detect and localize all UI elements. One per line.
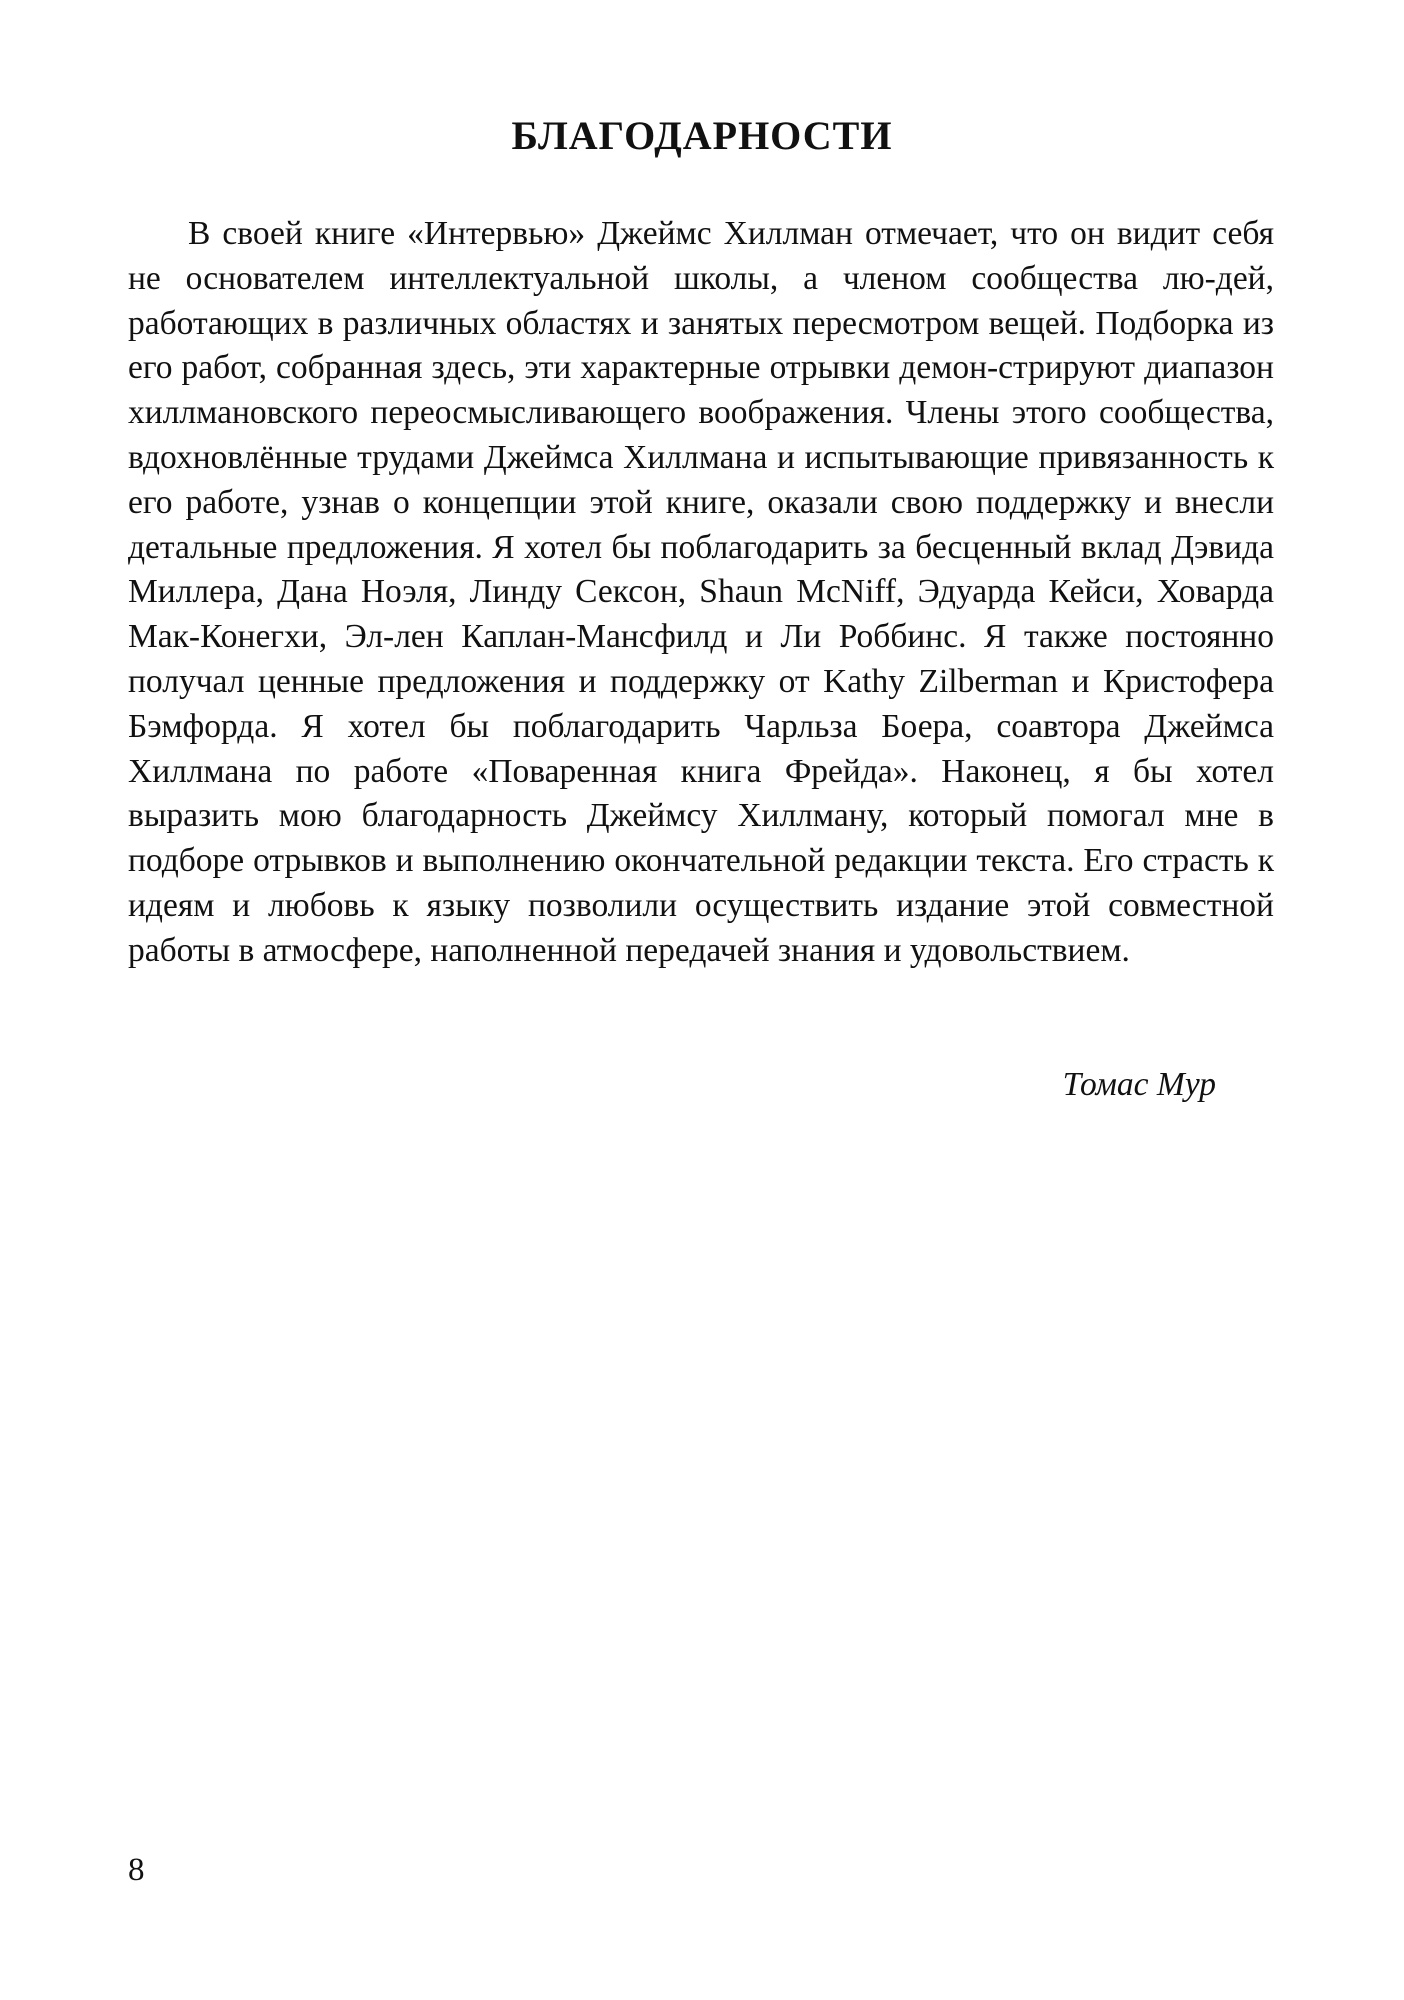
acknowledgements-paragraph: В своей книге «Интервью» Джеймс Хиллман отмечает, что он видит себя не основателем интеллектуальной школы, а членом сообщества лю-дей, работающих в различных областях и занятых пересмотром вещей. Подборка из его работ, собранная здесь, эти характерные отрывки демон-стрируют диапазон хиллмановского переосмысливающего воображения. Члены этого сообщества, вдохновлённые трудами Джеймса Хиллмана и испытывающие привязанность к его работе, узнав о концепции этой книге, оказали свою поддержку и внесли детальные предложения. Я хотел бы поблагодарить за бесценный вклад Дэвида Миллера, Дана Ноэля, Линду Сексон, Shaun McNiff, Эдуарда Кейси, Ховарда Мак-Конегхи, Эл-лен Каплан-Мансфилд и Ли Роббинс. Я также постоянно получал ценные предложения и поддержку от Kathy Zilberman и Кристофера Бэмфорда. Я хотел бы поблагодарить Чарльза Боера, соавтора Джеймса Хиллмана по работе «Поваренная книга Фрейда». Наконец, я бы хотел выразить мою благодарность Джеймсу Хиллману, который помогал мне в подборе отрывков и выполнению окончательной редакции текста. Его страсть к идеям и любовь к языку позволили осуществить издание этой совместной работы в атмосфере, наполненной передачей знания и удовольствием. bbox=[128, 215, 1274, 969]
page-number: 8 bbox=[128, 1852, 145, 1888]
author-signature: Томас Мур bbox=[1062, 1066, 1216, 1103]
page-title: БЛАГОДАРНОСТИ bbox=[511, 113, 893, 158]
